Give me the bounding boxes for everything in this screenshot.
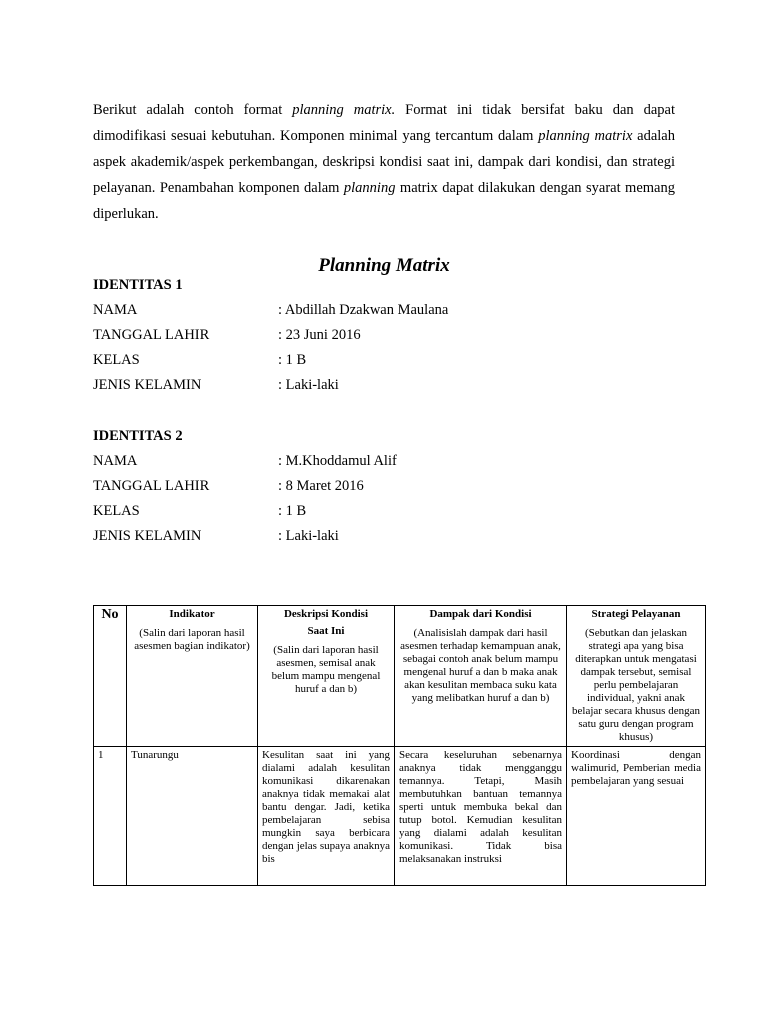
field-value: : Laki-laki	[278, 377, 339, 393]
field-label: NAMA	[93, 302, 138, 318]
header-strategi	[567, 606, 706, 747]
cell-no: 1	[94, 747, 127, 886]
intro-text-4: matrix dapat dilakukan dengan syarat memang diperlukan.	[93, 180, 675, 222]
field-value: : 1 B	[278, 503, 307, 519]
header-deskripsi	[258, 606, 395, 747]
field-value: : M.Khoddamul Alif	[278, 453, 397, 469]
planning-matrix-table	[93, 605, 706, 886]
field-value: : 8 Maret 2016	[278, 478, 364, 494]
header-no-label: No	[101, 607, 119, 622]
intro-italic-2: planning matrix	[538, 128, 633, 144]
cell-strategi	[567, 747, 706, 886]
intro-italic-3: planning	[343, 180, 396, 196]
intro-text-1: Berikut adalah contoh format	[93, 102, 293, 118]
header-strategi-note: (Sebutkan dan jelaskan strategi apa yang bisa diterapkan untuk mengatasi dampak tersebut, semisal perlu pembelajaran individual, yakni anak belajar secara khusus dengan satu guru dengan program khusus)	[572, 627, 700, 743]
field-value: : 23 Juni 2016	[278, 327, 361, 343]
field-label: JENIS KELAMIN	[93, 377, 202, 393]
header-deskripsi-label: Deskripsi Kondisi	[283, 608, 369, 620]
cell-deskripsi	[258, 747, 395, 886]
field-value: : Abdillah Dzakwan Maulana	[278, 302, 449, 318]
identitas-2-heading: IDENTITAS 2	[93, 428, 183, 444]
page-title: Planning Matrix	[318, 255, 450, 276]
field-label: TANGGAL LAHIR	[93, 327, 210, 343]
intro-text-3: adalah aspek akademik/aspek perkembangan, deskripsi kondisi saat ini, dampak dari kondisi, dan strategi pelayanan. Penambahan komponen dalam	[93, 128, 675, 196]
field-label: JENIS KELAMIN	[93, 528, 202, 544]
cell-deskripsi-text: Kesulitan saat ini yang dialami adalah kesulitan komunikasi dikarenakan anaknya tidak memakai alat bantu dengar. Jadi, ketika pembelajaran sebisa mungkin saya berbicara dengan jelas supaya anaknya bis	[262, 749, 390, 865]
field-label: KELAS	[93, 352, 140, 368]
field-value: : Laki-laki	[278, 528, 339, 544]
header-no	[94, 606, 127, 747]
intro-italic-1: planning matrix.	[292, 102, 396, 118]
header-strategi-label: Strategi Pelayanan	[591, 608, 681, 620]
header-indikator	[127, 606, 258, 747]
header-dampak-note: (Analisislah dampak dari hasil asesmen terhadap kemampuan anak, sebagai contoh anak belum mampu mengenal huruf a dan b maka anak akan kesulitan membaca suku kata yang melibatkan huruf a dan b)	[400, 627, 561, 704]
table-header-row	[94, 606, 706, 747]
intro-text-2: Format ini tidak bersifat baku dan dapat dimodifikasi sesuai kebutuhan. Komponen minimal yang tercantum dalam	[93, 102, 675, 144]
cell-dampak-text: Secara keseluruhan sebenarnya anaknya tidak mengganggu temannya. Tetapi, Masih membutuhkan bantuan temannya sperti untuk membuka bekal dan tutup botol. Kemudian kesulitan yang dialami adalah kesulitan komunikasi. Tidak bisa melaksanakan instruksi	[399, 749, 562, 865]
header-dampak-label: Dampak dari Kondisi	[429, 608, 532, 620]
header-deskripsi-note: (Salin dari laporan hasil asesmen, semisal anak belum mampu mengenal huruf a dan b)	[271, 644, 381, 695]
field-label: NAMA	[93, 453, 138, 469]
identitas-1-heading: IDENTITAS 1	[93, 277, 183, 293]
field-value: : 1 B	[278, 352, 307, 368]
header-indikator-note: (Salin dari laporan hasil asesmen bagian indikator)	[134, 627, 250, 652]
intro-paragraph	[93, 97, 675, 227]
cell-dampak	[395, 747, 567, 886]
header-dampak	[395, 606, 567, 747]
header-deskripsi-label-2: Saat Ini	[307, 625, 345, 637]
field-label: KELAS	[93, 503, 140, 519]
header-indikator-label: Indikator	[169, 608, 215, 620]
field-label: TANGGAL LAHIR	[93, 478, 210, 494]
cell-indikator: Tunarungu	[127, 747, 258, 886]
table-row	[94, 747, 706, 886]
cell-strategi-text: Koordinasi dengan walimurid, Pemberian media pembelajaran yang sesuai	[571, 749, 701, 787]
